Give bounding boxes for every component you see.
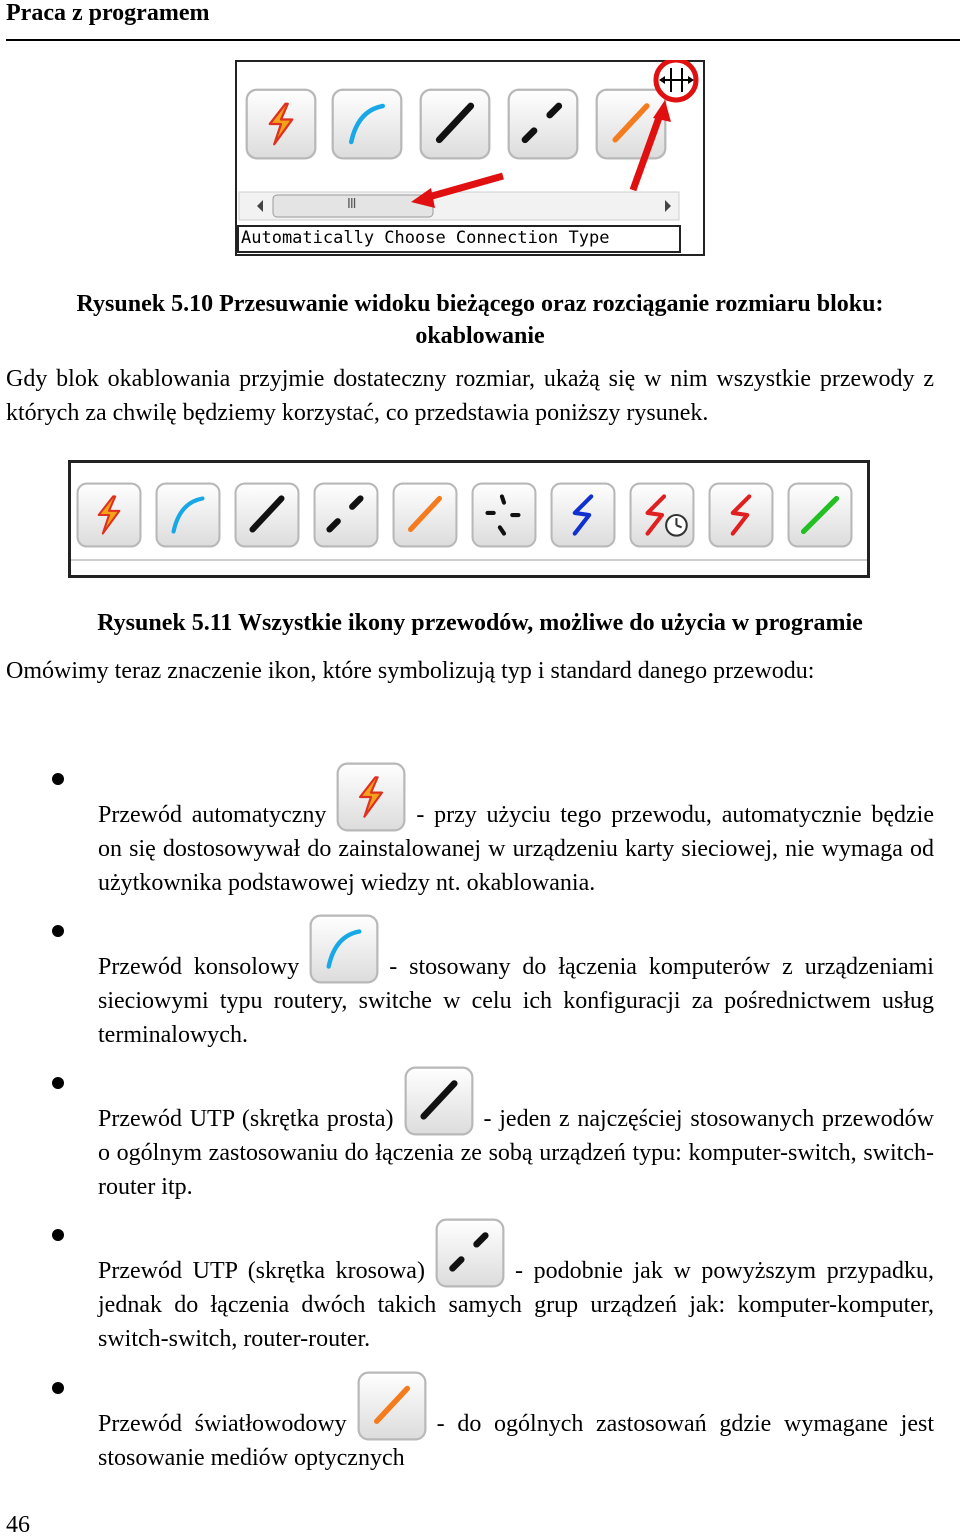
page-number: 46 [6, 1512, 30, 1538]
item-label: Przewód konsolowy [98, 954, 300, 980]
figure-caption-1: Rysunek 5.10 Przesuwanie widoku bieżącego oraz rozciąganie rozmiaru bloku: okablowanie [76, 291, 884, 349]
list-item-crossover-cable [98, 1218, 934, 1356]
list-item-fiber-cable [98, 1371, 934, 1475]
item-label: Przewód UTP (skrętka prosta) [98, 1106, 394, 1132]
bullet [52, 925, 64, 937]
paragraph-1: Gdy blok okablowania przyjmie dostateczny rozmiar, ukażą się w nim wszystkie przewody z których za chwilę będziemy korzystać, co przedstawia poniższy rysunek. [6, 366, 934, 426]
bullet [52, 773, 64, 785]
item-description: - podobnie jak w powyższym przypadku, jednak do łączenia dwóch takich samych grup urządzeń jak: komputer-komputer, switch-switch, router-router. [98, 1258, 935, 1352]
list-item-straight-cable [98, 1066, 934, 1204]
item-description: - do ogólnych zastosowań gdzie wymagane jest stosowanie mediów optycznych [98, 1411, 934, 1471]
figure-cable-block-resize [235, 60, 705, 256]
crossover-cable-icon [435, 1218, 505, 1288]
automatic-cable-icon [336, 762, 406, 832]
console-cable-icon [309, 914, 379, 984]
item-description: - jeden z najczęściej stosowanych przewodów o ogólnym zastosowaniu do łączenia ze sobą urządzeń typu: komputer-switch, switch-router itp. [98, 1106, 934, 1200]
paragraph-2: Omówimy teraz znaczenie ikon, które symbolizują typ i standard danego przewodu: [6, 658, 815, 684]
bullet [52, 1229, 64, 1241]
item-description: - stosowany do łączenia komputerów z urządzeniami sieciowymi typu routery, switche w celu ich konfiguracji za pośrednictwem usług terminalowych. [98, 954, 934, 1048]
item-label: Przewód automatyczny [98, 802, 327, 828]
figure-caption-2: Rysunek 5.11 Wszystkie ikony przewodów, możliwe do użycia w programie [97, 610, 863, 636]
bullet [52, 1077, 64, 1089]
scrollbar-grip[interactable]: III [347, 197, 356, 212]
page-header: Praca z programem [6, 0, 210, 26]
figure-all-cable-icons [68, 460, 870, 578]
item-label: Przewód UTP (skrętka krosowa) [98, 1258, 425, 1284]
fiber-cable-icon [357, 1371, 427, 1441]
straight-through-cable-icon [404, 1066, 474, 1136]
list-item-console-cable [98, 914, 934, 1052]
header-rule [6, 39, 960, 41]
item-description: - przy użyciu tego przewodu, automatycznie będzie on się dostosowywał do zainstalowanej w urządzeniu karty sieciowej, nie wymaga od użytkownika podstawowej wiedzy nt. okablowania. [98, 802, 935, 896]
bullet [52, 1382, 64, 1394]
list-item-automatic-cable [98, 762, 934, 900]
item-label: Przewód światłowodowy [98, 1411, 347, 1437]
connection-type-label: Automatically Choose Connection Type [241, 228, 610, 248]
